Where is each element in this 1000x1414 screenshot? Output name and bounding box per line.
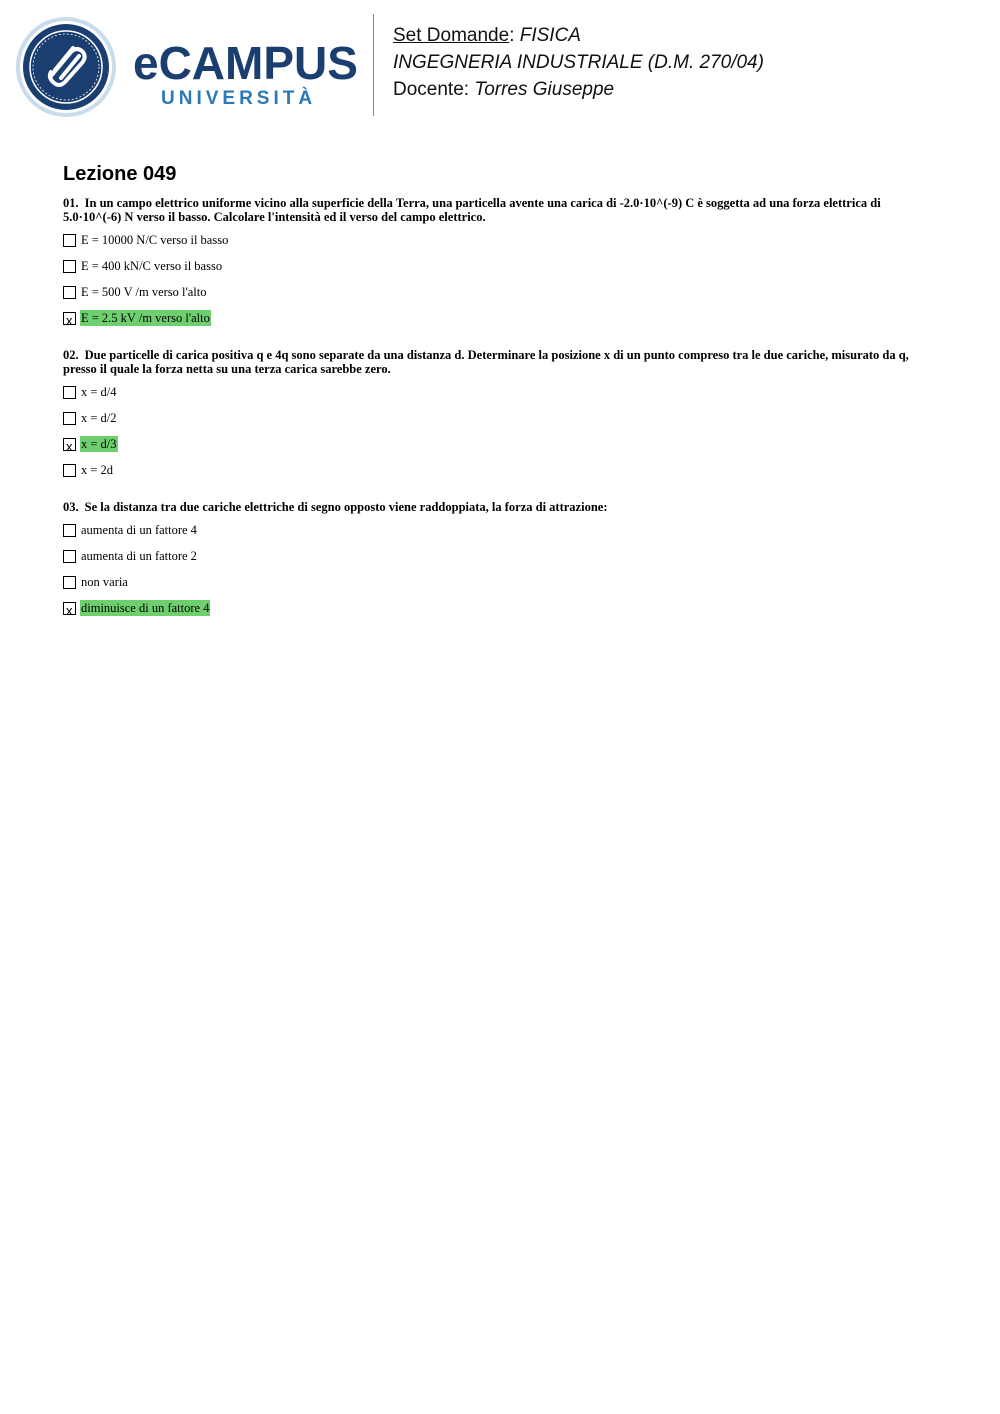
question-body: Due particelle di carica positiva q e 4q sono separate da una distanza d. Determinare la posizione x di un punto compreso tra le due cariche, misurato da q, presso il quale la forza netta su una terza carica sarebbe zero. <box>63 348 909 376</box>
question-text <box>63 500 933 514</box>
set-label: Set Domande <box>393 25 510 46</box>
answer-option-correct[interactable] <box>63 434 933 454</box>
question-body: In un campo elettrico uniforme vicino alla superficie della Terra, una particella avente una carica di -2.0·10^(-9) C è soggetta ad una forza elettrica di 5.0·10^(-6) N verso il basso. Calcolare l'intensità ed il verso del campo elettrico. <box>63 196 881 224</box>
answer-text: x = 2d <box>81 463 114 477</box>
check-mark: x <box>66 312 73 328</box>
answer-checkbox-checked[interactable] <box>63 438 76 454</box>
answer-option[interactable] <box>63 230 933 250</box>
course: INGEGNERIA INDUSTRIALE (D.M. 270/04) <box>393 52 764 73</box>
answer-checkbox[interactable] <box>63 576 76 589</box>
check-mark: x <box>66 602 73 618</box>
question-3 <box>63 500 933 618</box>
answer-checkbox[interactable] <box>63 412 76 425</box>
answer-text: x = d/4 <box>81 385 117 399</box>
answer-checkbox-checked[interactable] <box>63 602 76 618</box>
answer-text-correct: diminuisce di un fattore 4 <box>81 601 210 615</box>
answer-checkbox[interactable] <box>63 260 76 273</box>
answer-option-correct[interactable] <box>63 598 933 618</box>
teacher-name: Torres Giuseppe <box>474 79 615 100</box>
answer-text: aumenta di un fattore 4 <box>81 523 197 537</box>
lesson-title: Lezione 049 <box>63 163 177 185</box>
question-body: Se la distanza tra due cariche elettriche di segno opposto viene raddoppiata, la forza di attrazione: <box>84 500 608 514</box>
ecampus-logo <box>133 38 357 114</box>
logo-brand-text: eCAMPUS <box>133 37 358 89</box>
set-line: Set Domande: FISICA <box>393 25 581 46</box>
answer-checkbox[interactable] <box>63 386 76 399</box>
answer-text-correct: x = d/3 <box>81 437 117 451</box>
answer-option-correct[interactable] <box>63 308 933 328</box>
page-content <box>63 160 933 618</box>
question-number: 01. <box>63 196 79 210</box>
question-1 <box>63 196 933 328</box>
question-text <box>63 196 933 224</box>
answer-checkbox[interactable] <box>63 234 76 247</box>
answer-option[interactable] <box>63 408 933 428</box>
answer-checkbox[interactable] <box>63 524 76 537</box>
logo-subtitle: UNIVERSITÀ <box>161 88 317 109</box>
answer-option[interactable] <box>63 256 933 276</box>
answer-checkbox-checked[interactable] <box>63 312 76 328</box>
answer-option[interactable] <box>63 546 933 566</box>
page-header <box>0 0 1000 130</box>
answer-option[interactable] <box>63 282 933 302</box>
question-number: 03. <box>63 500 79 514</box>
answer-text: x = d/2 <box>81 411 117 425</box>
answer-option[interactable] <box>63 520 933 540</box>
answer-option[interactable] <box>63 572 933 592</box>
answer-checkbox[interactable] <box>63 550 76 563</box>
answer-checkbox[interactable] <box>63 286 76 299</box>
question-2 <box>63 348 933 480</box>
subject: FISICA <box>519 25 581 46</box>
header-info <box>393 22 764 103</box>
answer-text: E = 10000 N/C verso il basso <box>81 233 229 247</box>
header-divider <box>373 14 374 116</box>
check-mark: x <box>66 438 73 454</box>
teacher-line: Docente: Torres Giuseppe <box>393 79 615 100</box>
answer-text-correct: E = 2.5 kV /m verso l'alto <box>81 311 210 325</box>
answer-text: E = 400 kN/C verso il basso <box>81 259 223 273</box>
answer-option[interactable] <box>63 460 933 480</box>
question-number: 02. <box>63 348 79 362</box>
answer-option[interactable] <box>63 382 933 402</box>
answer-checkbox[interactable] <box>63 464 76 477</box>
question-text <box>63 348 933 376</box>
university-seal-logo <box>15 16 117 118</box>
answer-text: aumenta di un fattore 2 <box>81 549 197 563</box>
answer-text: non varia <box>81 575 128 589</box>
answer-text: E = 500 V /m verso l'alto <box>81 285 207 299</box>
teacher-label: Docente <box>393 79 464 100</box>
